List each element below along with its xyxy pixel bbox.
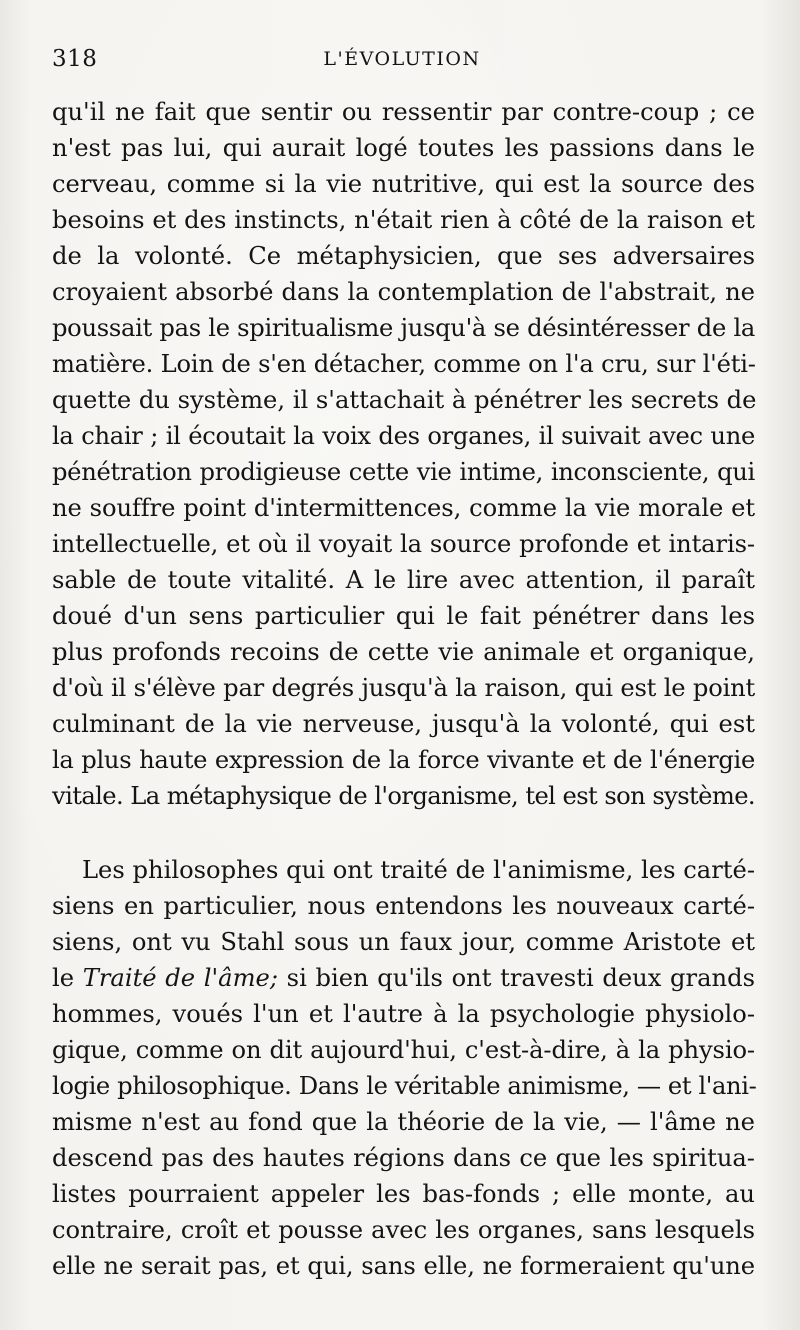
text-line: la plus haute expression de la force vivante et de l'énergie <box>52 746 755 774</box>
text-line: doué d'un sens particulier qui le fait pénétrer dans les <box>52 602 755 630</box>
text-line: logie philosophique. Dans le véritable animisme, — et l'ani- <box>52 1072 757 1100</box>
text-line: siens en particulier, nous entendons les nouveaux carté- <box>52 892 755 920</box>
text-line: quette du système, il s'attachait à pénétrer les secrets de <box>52 386 757 414</box>
text-line: besoins et des instincts, n'était rien à côté de la raison et <box>52 206 755 234</box>
text-line-with-title <box>52 960 755 996</box>
text-line: cerveau, comme si la vie nutritive, qui est la source des <box>52 170 755 198</box>
text-line: sable de toute vitalité. A le lire avec attention, il paraît <box>52 566 755 594</box>
running-title: L'ÉVOLUTION <box>323 48 481 70</box>
text-segment: si bien qu'ils ont travesti deux grands <box>278 964 755 992</box>
text-line: culminant de la vie nerveuse, jusqu'à la volonté, qui est <box>52 710 755 738</box>
text-line: d'où il s'élève par degrés jusqu'à la raison, qui est le point <box>52 674 755 702</box>
text-line: la chair ; il écoutait la voix des organes, il suivait avec une <box>52 422 755 450</box>
text-line: qu'il ne fait que sentir ou ressentir par contre-coup ; ce <box>52 98 755 126</box>
page-number: 318 <box>52 46 98 72</box>
text-line: listes pourraient appeler les bas-fonds ; elle monte, au <box>52 1180 755 1208</box>
text-line: siens, ont vu Stahl sous un faux jour, comme Aristote et <box>52 928 755 956</box>
text-line: de la volonté. Ce métaphysicien, que ses adversaires <box>52 242 755 270</box>
italic-book-title: Traité de l'âme; <box>82 964 278 992</box>
text-line: intellectuelle, et où il voyait la source profonde et intaris- <box>52 530 755 558</box>
text-line: misme n'est au fond que la théorie de la vie, — l'âme ne <box>52 1108 755 1136</box>
text-line: descend pas des hautes régions dans ce que les spiritua- <box>52 1144 755 1172</box>
text-line: ne souffre point d'intermittences, comme la vie morale et <box>52 494 755 522</box>
text-line: poussait pas le spiritualisme jusqu'à se désintéresser de la <box>52 314 755 342</box>
text-line: vitale. La métaphysique de l'organisme, tel est son système. <box>52 782 755 810</box>
text-line: croyaient absorbé dans la contemplation de l'abstrait, ne <box>52 278 755 306</box>
text-segment: le <box>52 964 83 992</box>
text-line: hommes, voués l'un et l'autre à la psychologie physiolo- <box>52 1000 755 1028</box>
text-line: matière. Loin de s'en détacher, comme on l'a cru, sur l'éti- <box>52 350 756 378</box>
text-line: n'est pas lui, qui aurait logé toutes les passions dans le <box>52 134 755 162</box>
text-line: pénétration prodigieuse cette vie intime, inconsciente, qui <box>52 458 755 486</box>
text-line: Les philosophes qui ont traité de l'animisme, les carté- <box>82 856 755 884</box>
page-header <box>52 44 752 74</box>
text-line: elle ne serait pas, et qui, sans elle, ne formeraient qu'une <box>52 1252 755 1280</box>
text-line: gique, comme on dit aujourd'hui, c'est-à-dire, à la physio- <box>52 1036 755 1064</box>
text-line: contraire, croît et pousse avec les organes, sans lesquels <box>52 1216 755 1244</box>
text-line: plus profonds recoins de cette vie animale et organique, <box>52 638 755 666</box>
